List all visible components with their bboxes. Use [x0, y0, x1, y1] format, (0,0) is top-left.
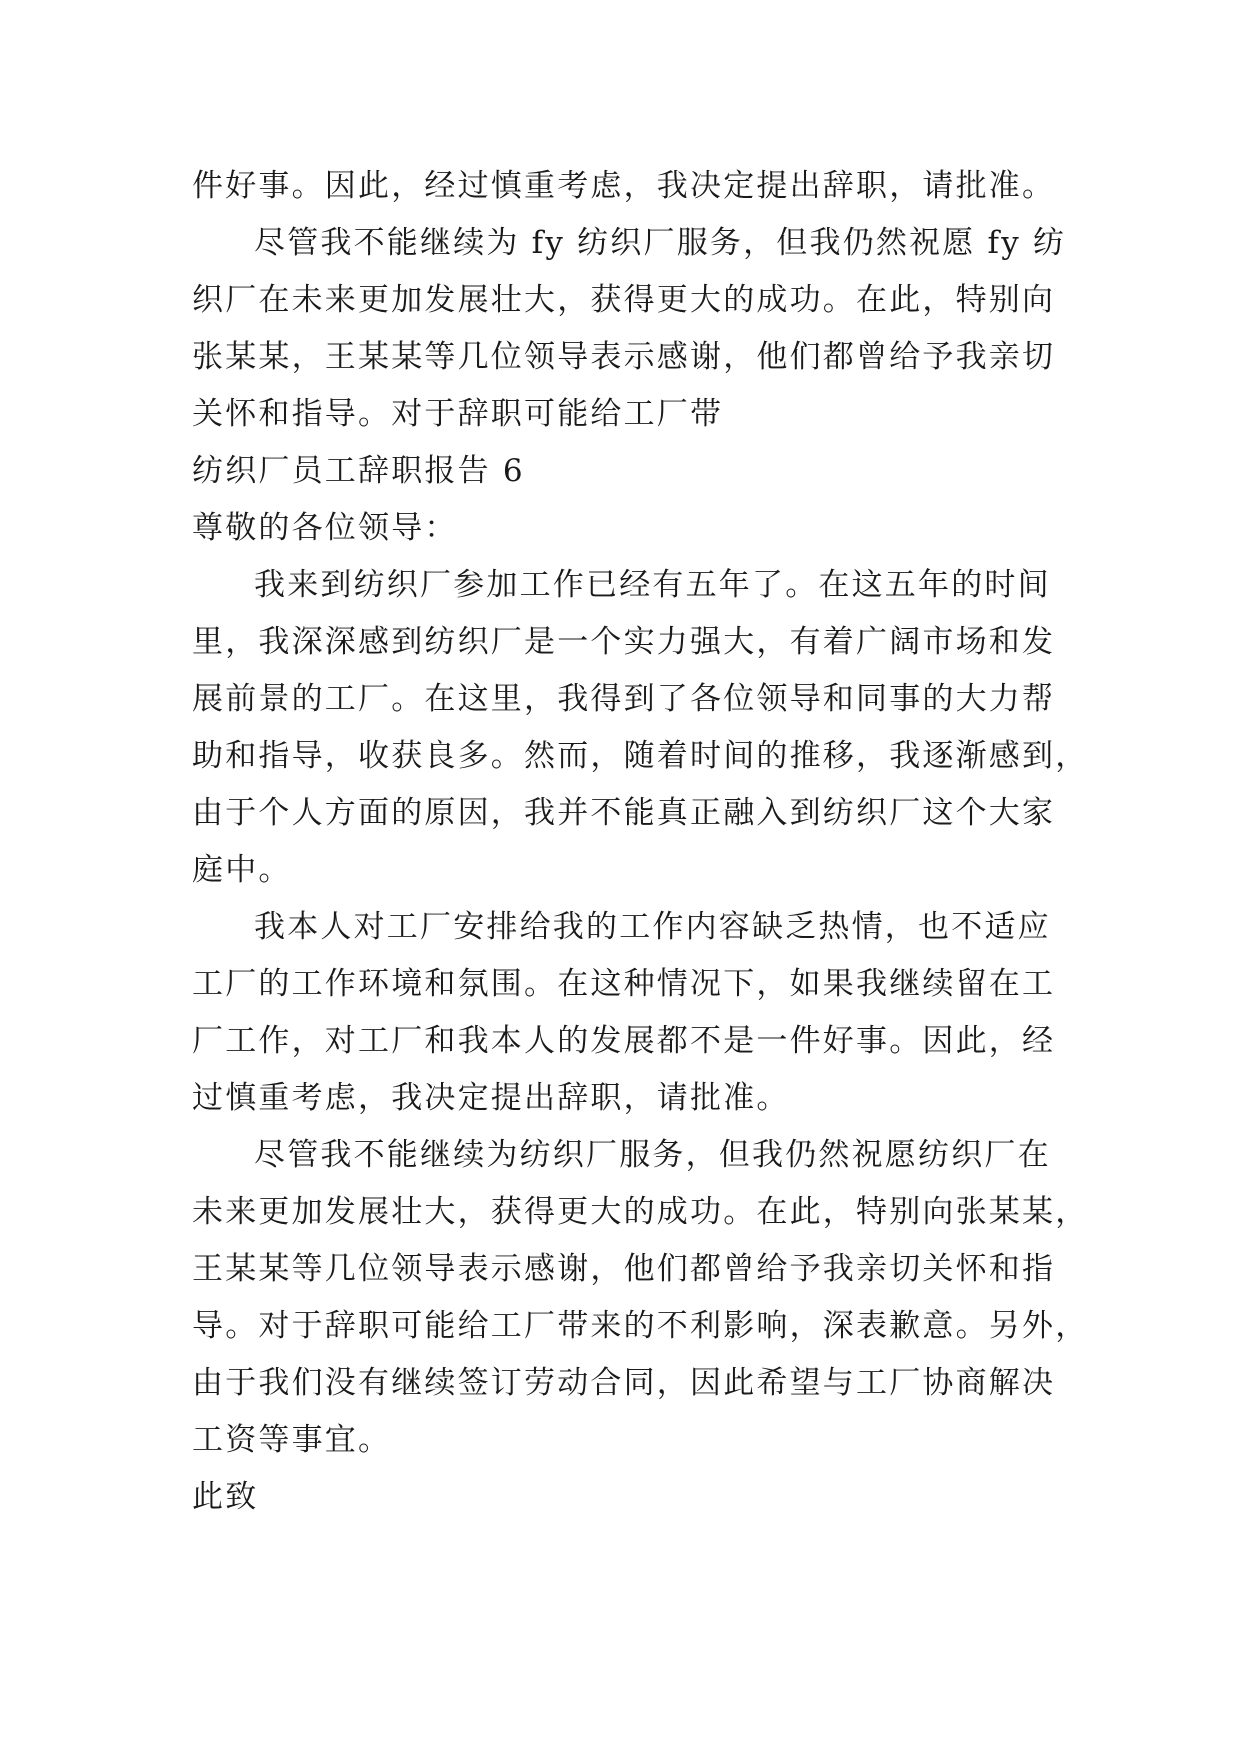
text-line: 王某某等几位领导表示感谢，他们都曾给予我亲切关怀和指 — [192, 1251, 1056, 1287]
paragraph-first-line: 尽管我不能继续为纺织厂服务，但我仍然祝愿纺织厂在 — [254, 1137, 1051, 1173]
text-line: 厂工作，对工厂和我本人的发展都不是一件好事。因此，经 — [192, 1023, 1056, 1059]
paragraph-first-line: 尽管我不能继续为 fy 纺织厂服务，但我仍然祝愿 fy 纺 — [254, 225, 1067, 261]
closing-line: 此致 — [192, 1479, 259, 1515]
text-line: 由于我们没有继续签订劳动合同，因此希望与工厂协商解决 — [192, 1365, 1056, 1401]
text-line: 庭中。 — [192, 852, 292, 888]
text-line: 里，我深深感到纺织厂是一个实力强大，有着广阔市场和发 — [192, 624, 1056, 660]
text-line: 导。对于辞职可能给工厂带来的不利影响，深表歉意。另外， — [192, 1308, 1089, 1344]
text-line: 未来更加发展壮大，获得更大的成功。在此，特别向张某某， — [192, 1194, 1089, 1230]
text-line: 织厂在未来更加发展壮大，获得更大的成功。在此，特别向 — [192, 282, 1056, 318]
text-line: 件好事。因此，经过慎重考虑，我决定提出辞职，请批准。 — [192, 168, 1056, 204]
section-heading: 纺织厂员工辞职报告 6 — [192, 453, 525, 489]
salutation: 尊敬的各位领导： — [192, 510, 458, 546]
text-line: 关怀和指导。对于辞职可能给工厂带 — [192, 396, 724, 432]
paragraph-first-line: 我本人对工厂安排给我的工作内容缺乏热情，也不适应 — [254, 909, 1051, 945]
text-line: 助和指导，收获良多。然而，随着时间的推移，我逐渐感到， — [192, 738, 1089, 774]
text-line: 展前景的工厂。在这里，我得到了各位领导和同事的大力帮 — [192, 681, 1056, 717]
text-line: 工资等事宜。 — [192, 1422, 392, 1458]
text-line: 工厂的工作环境和氛围。在这种情况下，如果我继续留在工 — [192, 966, 1056, 1002]
text-line: 过慎重考虑，我决定提出辞职，请批准。 — [192, 1080, 790, 1116]
text-line: 张某某，王某某等几位领导表示感谢，他们都曾给予我亲切 — [192, 339, 1056, 375]
paragraph-first-line: 我来到纺织厂参加工作已经有五年了。在这五年的时间 — [254, 567, 1051, 603]
text-line: 由于个人方面的原因，我并不能真正融入到纺织厂这个大家 — [192, 795, 1056, 831]
